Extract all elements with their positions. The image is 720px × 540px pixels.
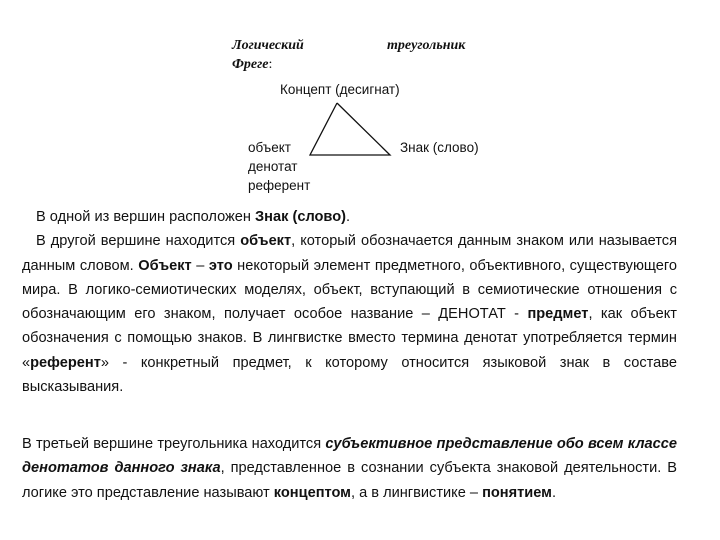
body-text-block-1 xyxy=(22,205,677,399)
vertex-referent-label: референт xyxy=(248,178,311,193)
vertex-object-labels xyxy=(248,138,310,195)
vertex-denotat-label: денотат xyxy=(248,159,298,174)
paragraph-concept: В третьей вершине треугольника находится субъективное представление обо всем классе денотатов данного знака, представленное в сознании субъекта знаковой деятельности. В логике это представление называют концептом, а в лингвистике – понятием. xyxy=(22,436,678,501)
vertex-sign-label: Знак (слово) xyxy=(400,140,479,155)
title-colon: : xyxy=(268,57,273,72)
vertex-concept-label: Концепт (десигнат) xyxy=(280,82,400,97)
vertex-object-label: объект xyxy=(248,140,291,155)
paragraph-sign: В одной из вершин расположен Знак (слово). xyxy=(36,209,351,225)
title-word-2: треугольник xyxy=(387,38,466,53)
title-word-1: Логический xyxy=(232,38,304,53)
triangle-outline xyxy=(310,103,390,155)
paragraph-object: В другой вершине находится объект, который обозначается данным знаком или называется данным словом. Объект – это некоторый элемент предметного, объективного, существующего мира. В логико-семиотических моделях, объект, вступающий в семиотические отношения с обозначающим его знаком, получает особое название – ДЕНОТАТ - предмет, как объект обозначения с помощью знаков. В лингвистке вместо термина денотат употребляется термин «референт» - конкретный предмет, к которому относится языковой знак в составе высказывания. xyxy=(22,233,677,396)
diagram-title xyxy=(232,36,502,74)
body-text-block-2 xyxy=(22,432,677,505)
title-word-3: Фреге xyxy=(232,57,269,72)
